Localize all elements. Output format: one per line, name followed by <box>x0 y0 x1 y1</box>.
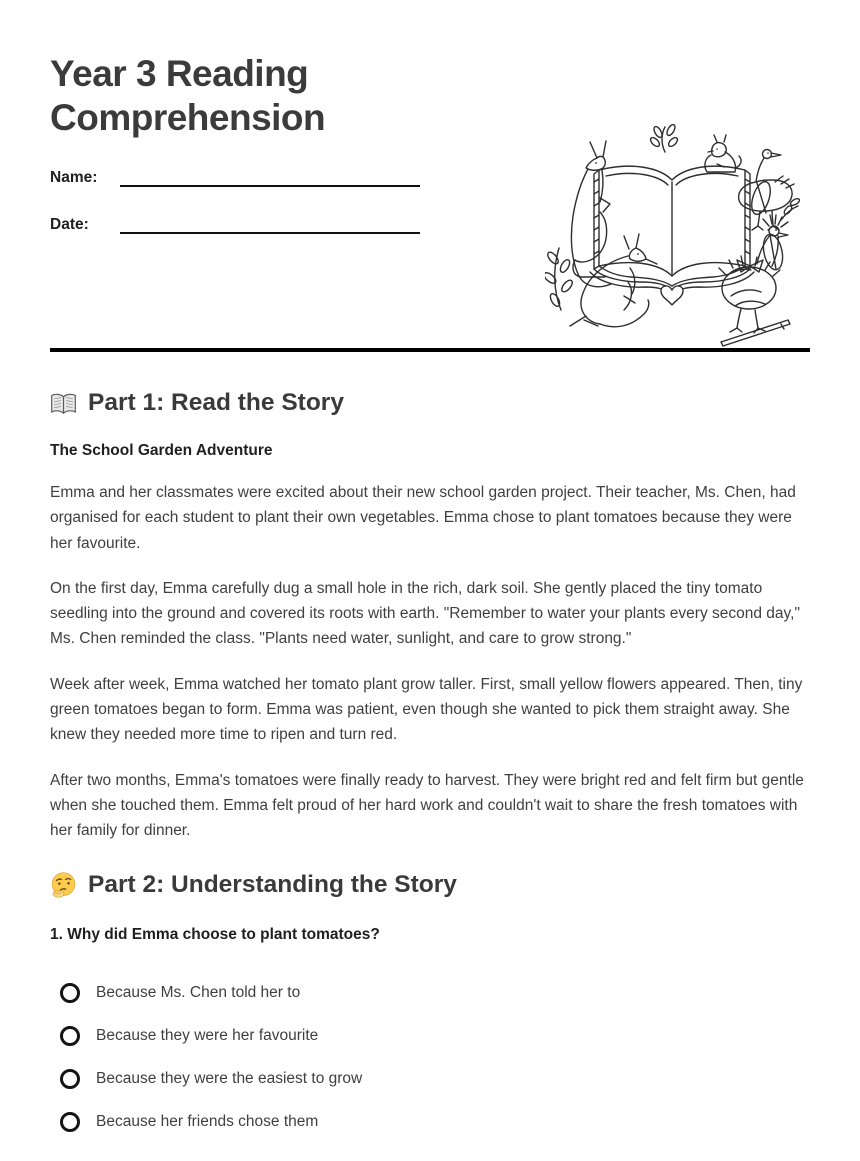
option-label: Because her friends chose them <box>96 1112 319 1130</box>
part2-heading <box>50 870 810 900</box>
radio-button[interactable] <box>60 1112 80 1132</box>
story-title: The School Garden Adventure <box>50 442 273 459</box>
kangaroos-emus-open-book-illustration <box>545 120 800 357</box>
question-1: 1. Why did Emma choose to plant tomatoes? <box>50 925 380 943</box>
option-row-4[interactable] <box>60 1109 810 1135</box>
question-1-options <box>50 980 810 1135</box>
option-label: Because they were the easiest to grow <box>96 1069 363 1087</box>
date-label: Date: <box>50 216 89 233</box>
story-paragraph: Week after week, Emma watched her tomato plant grow taller. First, small yellow flowers appeared. Then, tiny green tomatoes began to form. Emma was patient, even though she wanted to pick them straight away. She knew they needed more time to ripen and turn red. <box>50 675 803 744</box>
part1-heading <box>50 388 810 418</box>
option-row-3[interactable] <box>60 1066 810 1092</box>
worksheet-body <box>0 348 860 1135</box>
option-row-2[interactable] <box>60 1023 810 1049</box>
thinking-face-emoji-icon <box>50 871 77 898</box>
worksheet-header <box>0 52 860 240</box>
part1-heading-text: Part 1: Read the Story <box>88 389 344 416</box>
story-paragraph: After two months, Emma's tomatoes were finally ready to harvest. They were bright red and felt firm but gentle when she touched them. Emma felt proud of her hard work and couldn't wait to share the fresh tomatoes with her family for dinner. <box>50 771 804 840</box>
story-paragraph: On the first day, Emma carefully dug a small hole in the rich, dark soil. She gently placed the tiny tomato seedling into the ground and covered its roots with earth. "Remember to water your plants every second day," Ms. Chen reminded the class. "Plants need water, sunlight, and care to grow strong." <box>50 579 800 648</box>
radio-button[interactable] <box>60 983 80 1003</box>
option-row-1[interactable] <box>60 980 810 1006</box>
page-title: Year 3 Reading Comprehension <box>50 53 326 138</box>
open-book-emoji-icon <box>50 390 77 417</box>
story-paragraph: Emma and her classmates were excited about their new school garden project. Their teacher, Ms. Chen, had organised for each student to plant their own vegetables. Emma chose to plant tomatoes because they were her favourite. <box>50 484 796 552</box>
name-write-line[interactable] <box>120 167 420 187</box>
name-label: Name: <box>50 169 98 186</box>
part2-heading-text: Part 2: Understanding the Story <box>88 870 457 898</box>
radio-button[interactable] <box>60 1026 80 1046</box>
radio-button[interactable] <box>60 1069 80 1089</box>
option-label: Because Ms. Chen told her to <box>96 983 301 1001</box>
date-write-line[interactable] <box>120 214 420 234</box>
option-label: Because they were her favourite <box>96 1026 319 1044</box>
